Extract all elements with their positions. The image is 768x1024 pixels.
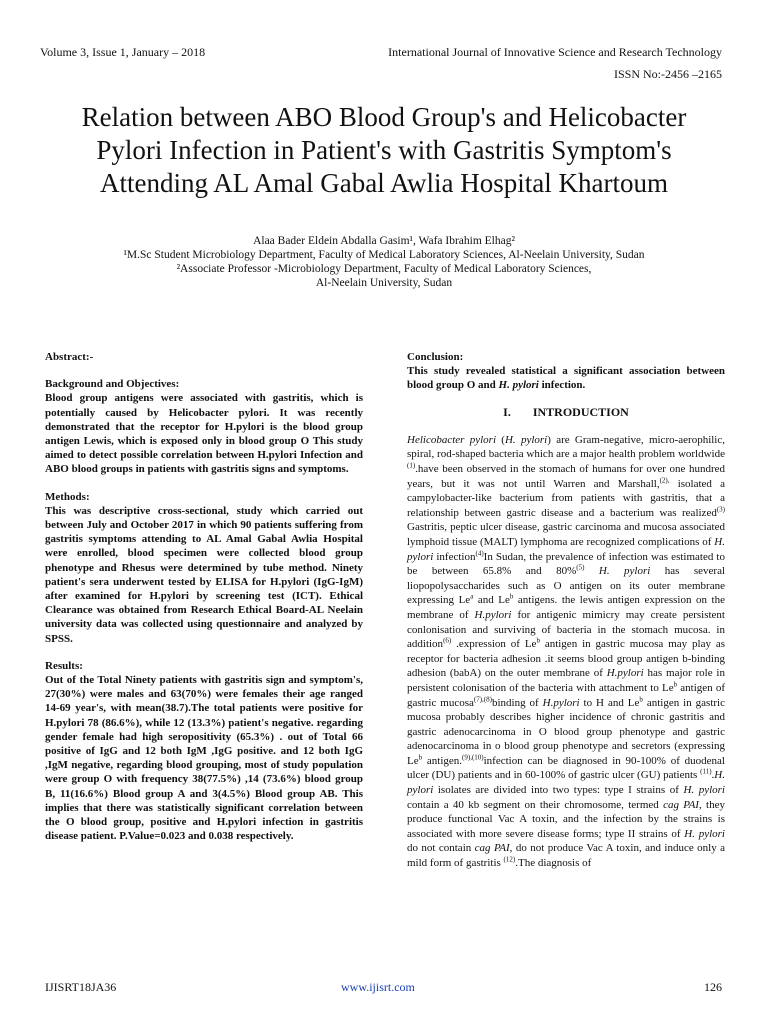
page-number: 126 — [704, 980, 722, 994]
affiliation-2-cont: Al-Neelain University, Sudan — [315, 277, 453, 289]
conclusion-heading: Conclusion: — [407, 351, 464, 363]
introduction-text: Helicobacter pylori (H. pylori) are Gram-negative, micro-aerophilic, spiral, rod-shaped bacteria which are a major health problem worldwide $^{(1)}$.have been observed in the stomach of humans for over one hundred years, but it was not until Warren and Marshall,$^{(2),}$ isolated a campylobacter-like bacterium from patients with gastritis, that a relationship between gastric disease and a bacterium was realized$^{(3)}$ Gastritis, peptic ulcer disease, gastric carcinoma and mucosa associated lymphoid tissue (MALT) lymphoma are recognized complications of H. pylori infection$^{(4)}$In Sudan, the prevalence of infection was estimated to be between 65.8% and 80%$^{(5)}$ H. pylori has several liopopolysaccharides such as O antigen on its outer membrane expressing Le$^a$ and Le$^b$ antigens. the lewis antigen expression on the membrane of H.pylori for antigenic mimicry may create persistent conlonisation and surviving of bacteria in the stomach mucosa. in addition$^{(6)}$ .expression of Le$^b$ antigen in gastric mucosa may play as receptor for bacteria adhesion .it seems blood group antigen b-binding adhesion (babA) on the outer membrane of H.pylori has major role in persistent colonisation of the bacteria with attachment to Le$^b$ antigen of gastric mucosa$^{(7),(8)}$binding of H.pylori to H and Le$^b$ antigen in gastric mucosa probably describes higher incidence of chronic gastritis and gastric adenocarcinoma in O blood group phenotype and gastric adenocarcinoma in o blood group phenotype and secretors (expressing Le$^b$ antigen.$^{(9),(10)}$infection can be diagnosed in 90-100% of duodenal ulcer (DU) patients and in 60-100% of gastric ulcer (GU) patients $^{(11)}$.H. pylori isolates are divided into two types: type I strains of H. pylori contain a 40 kb segment on their chromosome, termed cag PAI, they produce functional Vac A toxin, and the infection by the strains is associated with more severe disease forms; type II strains of H. pylori do not contain cag PAI, do not produce Vac A toxin, and induce only a mild form of gastritis $^{(12)}$.The diagnosis of — [407, 433, 726, 870]
methods-text: This was descriptive cross-sectional, study which carried out between July and October 2017 in which 90 patients suffering from gastritis symptoms attending to AL Amal Gabal Awlia Hospital were enrolled, blood specimen were collected blood group phenotype and Rhesus were determined by tube method. Ninety patient's sera underwent tested by ELISA for H.pylori (IgG-IgM) after examined for H.pylori by screening test (ICT). Ethical Clearance was obtained from Research Ethical Board-AL Neelain university data was collected using questionnaire and analyzed by SPSS. — [45, 504, 363, 645]
title-line-3: Attending AL Amal Gabal Awlia Hospital Khartoum — [100, 168, 668, 198]
section-number: I. — [503, 404, 511, 419]
right-column — [407, 350, 725, 871]
author-names: Alaa Bader Eldein Abdalla Gasim¹, Wafa Ibrahim Elhag² — [253, 235, 515, 247]
affiliation-1: ¹M.Sc Student Microbiology Department, Faculty of Medical Laboratory Sciences, Al-Neelain University, Sudan — [123, 249, 645, 261]
paper-title — [20, 101, 748, 200]
methods-heading: Methods: — [45, 490, 90, 503]
affiliation-2: ²Associate Professor -Microbiology Department, Faculty of Medical Laboratory Sciences, — [176, 263, 592, 275]
background-heading: Background and Objectives: — [45, 378, 180, 391]
abstract-heading: Abstract:- — [45, 351, 94, 363]
footer-code: IJISRT18JA36 — [45, 980, 117, 994]
header-volume: Volume 3, Issue 1, January – 2018 — [40, 45, 206, 59]
conclusion-text: This study revealed statistical a significant association between blood group O and H. pylori infection. — [407, 365, 725, 392]
title-line-2: Pylori Infection in Patient's with Gastritis Symptom's — [96, 135, 672, 165]
results-heading: Results: — [45, 659, 83, 672]
introduction-heading — [407, 405, 725, 419]
left-column — [45, 350, 363, 844]
background-text: Blood group antigens were associated with gastritis, which is potentially caused by Helicobacter pylori. It was recently demonstrated that the receptor for H.pylori is the blood group antigen Lewis, which is exposed only in blood group O This study aimed to detect possible correlation between H.pylori Infection and ABO blood groups in patients with gastritis signs and symptoms. — [45, 392, 363, 476]
results-text: Out of the Total Ninety patients with gastritis sign and symptom's, 27(30%) were males and 63(70%) were females their age ranged 14-69 year's, with mean(38.7).The total patients were positive for H.pylori 78 (86.6%), while 12 (13.3%) patient's negative. regarding gender female had high seropositivity (65.3%) . out of Total 66 positive of IgG and 12 both IgM ,IgG positive. and 12 both IgG ,IgM negative, regarding blood grouping, most of study population were group O with frequency 38(77.5%) ,14 (73.6%) blood group B, 11(16.6%) Blood group A and 3(4.5%) Blood group AB. This implies that there was statistically significant correlation between the O blood group, positive and H.pylori infection in gastritis disease patient. P.Value=0.023 and 0.038 respectively. — [45, 674, 363, 843]
author-block — [40, 234, 728, 290]
header-issn: ISSN No:-2456 –2165 — [613, 67, 722, 81]
section-title: INTRODUCTION — [532, 404, 629, 419]
title-line-1: Relation between ABO Blood Group's and Helicobacter — [81, 102, 687, 132]
header-journal: International Journal of Innovative Science and Research Technology — [388, 45, 722, 59]
footer-url-link[interactable]: www.ijisrt.com — [341, 980, 415, 994]
